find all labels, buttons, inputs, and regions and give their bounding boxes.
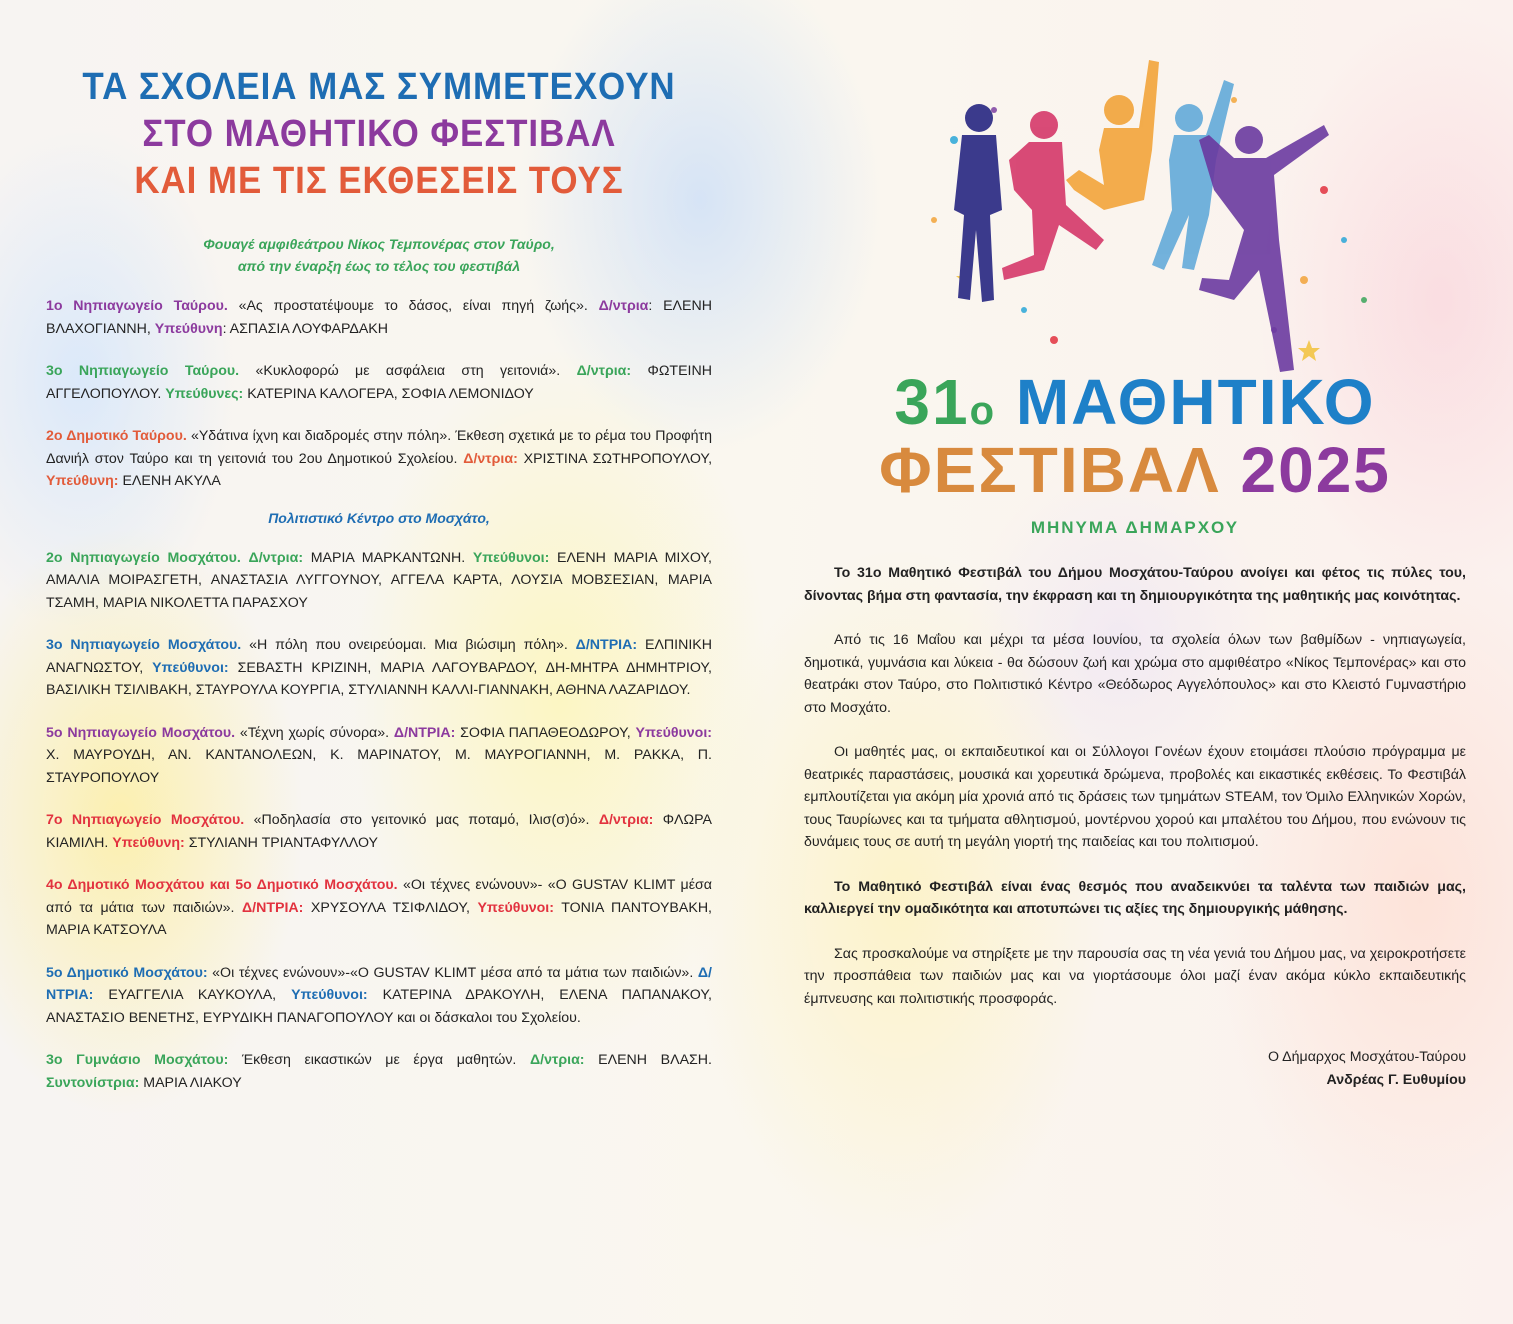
entry-text: ΕΛΕΝΗ ΒΛΑΣΗ. <box>584 1052 712 1068</box>
message-paragraph: Το 31ο Μαθητικό Φεστιβάλ του Δήμου Μοσχάτου-Ταύρου ανοίγει και φέτος τις πύλες του, δίνοντας βήμα στη φαντασία, την έκφραση και τη δημιουργικότητα της μαθητικής μας κοινότητας. <box>804 565 1466 604</box>
school-name: 5ο Νηπιαγωγείο Μοσχάτου. <box>46 724 236 741</box>
role-label: Δ/ΝΤΡΙΑ: <box>46 964 712 1003</box>
message-paragraph: Οι μαθητές μας, οι εκπαιδευτικοί και οι Σύλλογοι Γονέων έχουν ετοιμάσει πλούσιο πρόγραμμα με θεατρικές παραστάσεις, μουσικά και χορευτικά δρώμενα, προβολές και εικαστικές εκθέσεις. Το Φεστιβάλ εμπλουτίζεται για ακόμη μία χρονιά από τις δράσεις των τμημάτων STEAM, τον Όμιλο Ελληνικών Χορών, τους Ταυρίωνες και τα τμήματα αθλητισμού, μοντέρνου χορού και μπαλέτου του Δήμου, που ενώνουν τις δυνάμεις τους σε αυτή τη μεγάλη γιορτή της παιδείας και του πολιτισμού. <box>804 744 1466 850</box>
role-label: Υπεύθυνοι: <box>472 549 550 566</box>
festival-column <box>804 40 1466 1091</box>
role-label: Υπεύθυνη <box>154 320 223 337</box>
festival-word-festival: ΦΕΣΤΙΒΑΛ <box>879 434 1221 506</box>
venue-tavros-2: από την έναρξη έως το τέλος του φεστιβάλ <box>237 258 521 274</box>
entries-moschato <box>46 547 712 1095</box>
school-entry <box>46 295 712 340</box>
entry-text: ΧΡΙΣΤΙΝΑ ΣΩΤΗΡΟΠΟΥΛΟΥ, <box>517 450 713 467</box>
figure-dark <box>954 104 1002 302</box>
entry-text: ΣΤΥΛΙΑΝΗ ΤΡΙΑΝΤΑΦΥΛΛΟΥ <box>184 834 379 851</box>
entry-text: «Υδάτινα ίχνη και διαδρομές στην πόλη». Έκθεση σχετικά με το ρέμα του Προφήτη Δανιήλ στον Ταύρο και τη γειτονιά του 2ου Δημοτικού Σχολείου. <box>46 428 712 467</box>
role-label: Υπεύθυνη: <box>46 473 119 489</box>
entry-text: ΤΟΝΙΑ ΠΑΝΤΟΥΒΑΚΗ, ΜΑΡΙΑ ΚΑΤΣΟΥΛΑ <box>46 899 713 938</box>
school-entry <box>46 425 712 493</box>
school-entry <box>46 1049 712 1094</box>
entry-text: Έκθεση εικαστικών με έργα μαθητών. <box>228 1052 530 1068</box>
school-name: 3ο Γυμνάσιο Μοσχάτου: <box>46 1052 229 1068</box>
entry-text: ΦΩΤΕΙΝΗ ΑΓΓΕΛΟΠΟΥΛΟΥ. <box>46 363 712 402</box>
festival-logo <box>804 40 1466 510</box>
festival-word-mathitiko: ΜΑΘΗΤΙΚΟ <box>1015 366 1376 438</box>
entry-text: «Ας προστατέψουμε το δάσος, είναι πηγή ζωής». <box>227 298 599 314</box>
role-label: Δ/ΝΤΡΙΑ: <box>393 724 456 741</box>
school-entry <box>46 809 712 854</box>
role-label: Δ/ντρια: <box>576 363 632 379</box>
school-entry <box>46 962 712 1030</box>
dancing-silhouettes-illustration <box>804 40 1466 380</box>
entry-text: «Οι τέχνες ενώνουν»-«Ο GUSTAV KLIMT μέσα από τα μάτια των παιδιών». <box>207 964 698 981</box>
festival-number-suffix: ο <box>969 389 997 433</box>
festival-number: 31 <box>894 366 970 438</box>
entry-text: ΣΕΒΑΣΤΗ ΚΡΙΖΙΝΗ, ΜΑΡΙΑ ΛΑΓΟΥΒΑΡΔΟΥ, ΔΗ-ΜΗΤΡΑ ΔΗΜΗΤΡΙΟΥ, ΒΑΣΙΛΙΚΗ ΤΣΙΛΙΒΑΚΗ, ΣΤΑΥΡΟΥΛΑ ΚΟΥΡΓΙΑ, ΣΤΥΛΙΑΝΝΗ ΚΑΛΛΙ-ΓΙΑΝΝΑΚΗ, ΑΘΗΝΑ ΛΑΖΑΡΙΔΟΥ. <box>46 659 712 698</box>
mayor-message-body <box>804 562 1466 1010</box>
role-label: Υπεύθυνοι: <box>477 899 554 916</box>
entry-text: ΜΑΡΙΑ ΛΙΑΚΟΥ <box>139 1074 242 1091</box>
role-label: Υπεύθυνη: <box>112 834 185 851</box>
figure-purple <box>1199 125 1329 372</box>
entry-text: : ΑΣΠΑΣΙΑ ΛΟΥΦΑΡΔΑΚΗ <box>222 320 389 337</box>
role-label: Δ/ντρια: <box>248 549 304 566</box>
school-name: 2ο Δημοτικό Ταύρου. <box>46 428 187 444</box>
signature-name: Ανδρέας Γ. Ευθυμίου <box>1326 1071 1466 1088</box>
role-label: Υπεύθυνοι: <box>635 724 713 741</box>
school-entry <box>46 547 712 615</box>
entry-text: «Τέχνη χωρίς σύνορα». <box>235 724 394 741</box>
school-name: 7ο Νηπιαγωγείο Μοσχάτου. <box>46 812 245 828</box>
mayor-message-heading: ΜΗΝΥΜΑ ΔΗΜΑΡΧΟΥ <box>1030 518 1240 537</box>
title-line-2: ΣΤΟ ΜΑΘΗΤΙΚΟ ΦΕΣΤΙΒΑΛ <box>142 113 616 155</box>
entry-text: ΚΑΤΕΡΙΝΑ ΔΡΑΚΟΥΛΗ, ΕΛΕΝΑ ΠΑΠΑΝΑΚΟΥ, ΑΝΑΣΤΑΣΙΟ ΒΕΝΕΤΗΣ, ΕΥΡΥΔΙΚΗ ΠΑΝΑΓΟΠΟΥΛΟΥ και οι δάσκαλοι του Σχολείου. <box>46 987 712 1026</box>
entry-text: «Κυκλοφορώ με ασφάλεια στη γειτονιά». <box>239 363 577 379</box>
role-label: Δ/ΝΤΡΙΑ: <box>241 899 304 916</box>
message-paragraph: Από τις 16 Μαΐου και μέχρι τα μέσα Ιουνίου, τα σχολεία όλων των βαθμίδων - νηπιαγωγεία, δημοτικά, γυμνάσια και λύκεια - θα δώσουν ζωή και χρώμα στο αμφιθέατρο «Νίκος Τεμπονέρας» και στο θεατράκι στον Ταύρο, στο Πολιτιστικό Κέντρο «Θεόδωρος Αγγελόπουλος» και στο Κλειστό Γυμναστήριο στο Μοσχάτο. <box>804 632 1466 716</box>
school-name: 4ο Δημοτικό Μοσχάτου και 5ο Δημοτικό Μοσχάτου. <box>46 877 398 893</box>
school-name: 1ο Νηπιαγωγείο Ταύρου. <box>46 298 228 314</box>
message-paragraph: Το Μαθητικό Φεστιβάλ είναι ένας θεσμός που αναδεικνύει τα ταλέντα των παιδιών μας, καλλιεργεί την ομαδικότητα και αποτυπώνει τις αξίες της δημιουργικής μάθησης. <box>804 878 1466 917</box>
entry-text: Χ. ΜΑΥΡΟΥΔΗ, ΑΝ. ΚΑΝΤΑΝΟΛΕΩΝ, Κ. ΜΑΡΙΝΑΤΟΥ, Μ. ΜΑΥΡΟΓΙΑΝΝΗ, Μ. ΡΑΚΚΑ, Π. ΣΤΑΥΡΟΠΟΥΛΟΥ <box>46 747 712 786</box>
role-label: Υπεύθυνες: <box>165 385 244 402</box>
message-paragraph: Σας προσκαλούμε να στηρίξετε με την παρουσία σας τη νέα γενιά του Δήμου μας, να χειροκροτήσετε την προσπάθεια των παιδιών μας και να γιορτάσουμε όλοι μαζί έναν ακόμα κύκλο εκπαιδευτικής έμπνευσης και πολιτιστικής προσφοράς. <box>804 945 1466 1007</box>
festival-title-line2 <box>804 434 1466 506</box>
entry-text: ΚΑΤΕΡΙΝΑ ΚΑΛΟΓΕΡΑ, ΣΟΦΙΑ ΛΕΜΟΝΙΔΟΥ <box>243 385 534 402</box>
festival-year: 2025 <box>1240 434 1391 506</box>
title-line-3: ΚΑΙ ΜΕ ΤΙΣ ΕΚΘΕΣΕΙΣ ΤΟΥΣ <box>134 160 624 202</box>
venue-tavros-1: Φουαγέ αμφιθεάτρου Νίκος Τεμπονέρας στον Ταύρο, <box>203 236 555 252</box>
venue-moschato: Πολιτιστικό Κέντρο στο Μοσχάτο, <box>268 509 490 526</box>
entry-text: ΜΑΡΙΑ ΜΑΡΚΑΝΤΩΝΗ. <box>303 549 473 566</box>
role-label: Δ/ντρια <box>598 298 649 314</box>
festival-title-line1 <box>804 366 1466 443</box>
entry-text: «Οι τέχνες ενώνουν»- «Ο GUSTAV KLIMT μέσα από τα μάτια των παιδιών». <box>46 877 712 916</box>
role-label: Δ/ντρια: <box>463 450 518 467</box>
signature-role: Ο Δήμαρχος Μοσχάτου-Ταύρου <box>1267 1049 1466 1065</box>
school-name: 3ο Νηπιαγωγείο Μοσχάτου. <box>46 637 242 653</box>
entries-tavros <box>46 295 712 493</box>
figure-orange <box>1066 60 1159 210</box>
entry-text: ΕΛΕΝΗ ΜΑΡΙΑ ΜΙΧΟΥ, ΑΜΑΛΙΑ ΜΟΙΡΑΣΓΕΤΗ, ΑΝΑΣΤΑΣΙΑ ΛΥΓΓΟΥΝΟΥ, ΑΓΓΕΛΑ ΚΑΡΤΑ, ΛΟΥΣΙΑ ΜΟΒΣΕΣΙΑΝ, ΜΑΡΙΑ ΤΣΑΜΗ, ΜΑΡΙΑ ΝΙΚΟΛΕΤΤΑ ΠΑΡΑΣΧΟΥ <box>46 549 712 611</box>
entry-text: : ΕΛΕΝΗ ΒΛΑΧΟΓΙΑΝΝΗ, <box>46 298 712 337</box>
school-entry <box>46 874 712 942</box>
entry-text: ΦΛΩΡΑ ΚΙΑΜΙΛΗ. <box>46 812 713 851</box>
schools-column <box>46 64 712 1094</box>
school-name: 5ο Δημοτικό Μοσχάτου: <box>46 964 208 981</box>
entry-text: «Η πόλη που ονειρεύομαι. Μια βιώσιμη πόλη». <box>241 637 576 653</box>
role-label: Συντονίστρια: <box>46 1074 140 1091</box>
school-entry <box>46 722 712 790</box>
school-name: 3ο Νηπιαγωγείο Ταύρου. <box>46 363 240 379</box>
entry-text: ΕΥΑΓΓΕΛΙΑ ΚΑΥΚΟΥΛΑ, <box>93 987 292 1003</box>
role-label: Δ/ντρια: <box>529 1052 585 1068</box>
title-line-1: ΤΑ ΣΧΟΛΕΙΑ ΜΑΣ ΣΥΜΜΕΤΕΧΟΥΝ <box>82 66 676 108</box>
role-label: Δ/ντρια: <box>598 812 654 828</box>
school-entry <box>46 634 712 702</box>
entry-text: ΧΡΥΣΟΥΛΑ ΤΣΙΦΛΙΔΟΥ, <box>303 899 478 916</box>
school-entry <box>46 360 712 405</box>
entry-text: ΣΟΦΙΑ ΠΑΠΑΘΕΟΔΩΡΟΥ, <box>455 724 636 741</box>
entry-text <box>241 550 249 566</box>
entry-text: «Ποδηλασία στο γειτονικό μας ποταμό, Ιλισ(σ)ό». <box>244 812 599 828</box>
role-label: Υπεύθυνοι: <box>152 659 229 676</box>
entry-text: ΕΛΕΝΗ ΑΚΥΛΑ <box>118 473 221 489</box>
role-label: Δ/ΝΤΡΙΑ: <box>575 637 638 653</box>
school-name: 2ο Νηπιαγωγείο Μοσχάτου. <box>46 549 241 566</box>
entry-text: ΕΛΠΙΝΙΚΗ ΑΝΑΓΝΩΣΤΟΥ, <box>46 637 713 676</box>
role-label: Υπεύθυνοι: <box>291 987 368 1003</box>
